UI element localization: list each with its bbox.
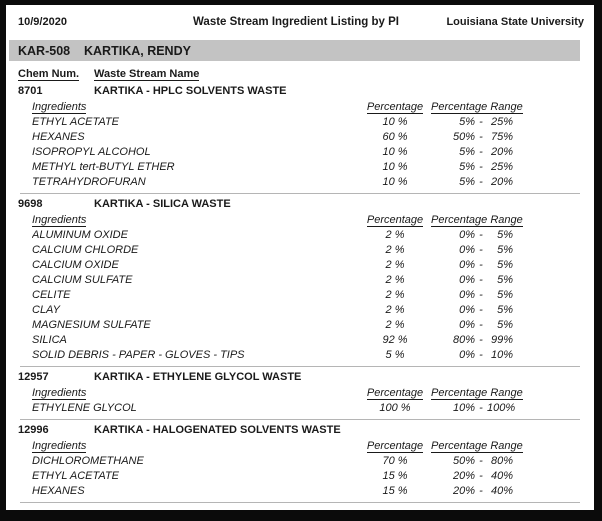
section-divider <box>20 193 580 194</box>
percentage-column <box>359 386 431 401</box>
range-dash: - <box>479 176 483 188</box>
report-sheet <box>6 5 594 510</box>
ingredient-row <box>6 348 594 363</box>
range-low: 5% <box>459 146 475 158</box>
waste-stream-section <box>6 198 594 367</box>
percentage-column <box>359 213 431 228</box>
range-high: 20% <box>490 146 513 158</box>
range-low: 0% <box>459 304 475 316</box>
range-high: 40% <box>490 470 513 482</box>
range-high: 40% <box>490 485 513 497</box>
report-header <box>6 5 594 31</box>
range-dash: - <box>479 319 483 331</box>
waste-stream-heading <box>6 371 594 386</box>
ingredient-row <box>6 484 594 499</box>
waste-stream-name: KARTIKA - ETHYLENE GLYCOL WASTE <box>94 371 302 383</box>
percentage-column <box>359 100 431 115</box>
ingredient-range <box>431 288 513 303</box>
range-high: 5% <box>497 244 513 256</box>
range-dash: - <box>479 259 483 271</box>
ingredient-name: SILICA <box>32 334 67 346</box>
ingredient-name: ETHYL ACETATE <box>32 116 120 128</box>
range-dash: - <box>479 485 483 497</box>
percentage-range-column-header: Percentage Range <box>431 214 523 226</box>
ingredient-percentage: 15 % <box>382 485 408 497</box>
ingredient-range <box>431 484 513 499</box>
range-dash: - <box>479 274 483 286</box>
ingredient-name: CLAY <box>32 304 60 316</box>
range-dash: - <box>479 402 483 414</box>
ingredient-range <box>431 333 513 348</box>
ingredient-name: SOLID DEBRIS - PAPER - GLOVES - TIPS <box>32 349 245 361</box>
ingredient-name: ETHYL ACETATE <box>32 470 120 482</box>
percentage-column <box>359 439 431 454</box>
ingredient-range <box>431 243 513 258</box>
ingredients-column <box>32 213 359 228</box>
range-high: 5% <box>497 289 513 301</box>
range-high: 100% <box>487 402 516 414</box>
table-column-headers <box>6 68 594 83</box>
range-high: 75% <box>490 131 513 143</box>
ingredient-percentage: 100 % <box>379 402 411 414</box>
ingredient-percentage: 2 % <box>385 244 405 256</box>
chem-num: 12957 <box>18 371 49 383</box>
range-dash: - <box>479 116 483 128</box>
range-dash: - <box>479 289 483 301</box>
pi-name: KARTIKA, RENDY <box>84 43 191 58</box>
percentage-range-column <box>431 386 523 401</box>
ingredient-percentage: 60 % <box>382 131 408 143</box>
ingredients-column-header: Ingredients <box>32 387 87 399</box>
ingredient-row <box>6 288 594 303</box>
ingredient-percentage: 92 % <box>382 334 408 346</box>
percentage-column-header: Percentage <box>366 214 424 226</box>
waste-stream-heading <box>6 424 594 439</box>
ingredient-percentage: 2 % <box>385 229 405 241</box>
range-low: 50% <box>452 131 475 143</box>
range-low: 0% <box>459 244 475 256</box>
ingredients-column <box>32 100 359 115</box>
waste-stream-name: KARTIKA - HALOGENATED SOLVENTS WASTE <box>94 424 341 436</box>
ingredient-row <box>6 145 594 160</box>
ingredient-row <box>6 175 594 190</box>
range-high: 5% <box>497 304 513 316</box>
range-dash: - <box>479 470 483 482</box>
waste-stream-name: KARTIKA - SILICA WASTE <box>94 198 231 210</box>
percentage-range-column-header: Percentage Range <box>431 101 523 113</box>
ingredient-range <box>431 348 513 363</box>
ingredient-percentage: 2 % <box>385 319 405 331</box>
ingredients-column-header: Ingredients <box>32 440 87 452</box>
ingredient-row <box>6 333 594 348</box>
chem-num-column <box>18 68 94 83</box>
ingredient-row <box>6 160 594 175</box>
ingredient-row <box>6 115 594 130</box>
ingredient-row <box>6 303 594 318</box>
chem-num-column-header: Chem Num. <box>18 68 80 80</box>
range-low: 5% <box>459 176 475 188</box>
ingredient-percentage: 10 % <box>382 116 408 128</box>
range-dash: - <box>479 131 483 143</box>
ingredient-name: ALUMINUM OXIDE <box>32 229 128 241</box>
percentage-column-header: Percentage <box>366 440 424 452</box>
ingredient-row <box>6 401 594 416</box>
ingredient-percentage: 2 % <box>385 289 405 301</box>
ingredient-row <box>6 318 594 333</box>
range-high: 99% <box>490 334 513 346</box>
percentage-range-column-header: Percentage Range <box>431 440 523 452</box>
percentage-column-header: Percentage <box>366 101 424 113</box>
ingredient-percentage: 2 % <box>385 259 405 271</box>
ingredient-percentage: 10 % <box>382 161 408 173</box>
range-low: 10% <box>452 402 475 414</box>
range-low: 5% <box>459 161 475 173</box>
ingredient-name: METHYL tert-BUTYL ETHER <box>32 161 175 173</box>
ingredient-name: MAGNESIUM SULFATE <box>32 319 151 331</box>
range-low: 80% <box>452 334 475 346</box>
ingredient-column-headers <box>6 213 594 228</box>
waste-stream-name: KARTIKA - HPLC SOLVENTS WASTE <box>94 85 287 97</box>
ingredient-row <box>6 258 594 273</box>
ingredient-rows <box>6 454 594 499</box>
ingredient-percentage: 70 % <box>382 455 408 467</box>
ingredient-range <box>431 115 513 130</box>
ingredient-range <box>431 454 513 469</box>
ingredient-range <box>431 228 513 243</box>
ingredient-percentage: 2 % <box>385 274 405 286</box>
waste-stream-heading <box>6 85 594 100</box>
waste-stream-section <box>6 424 594 503</box>
ingredient-row <box>6 130 594 145</box>
chem-num: 9698 <box>18 198 43 210</box>
ingredient-percentage: 10 % <box>382 146 408 158</box>
ingredient-row <box>6 469 594 484</box>
range-high: 5% <box>497 274 513 286</box>
ingredients-column-header: Ingredients <box>32 214 87 226</box>
range-low: 50% <box>452 455 475 467</box>
range-dash: - <box>479 334 483 346</box>
ingredient-range <box>431 469 513 484</box>
range-low: 0% <box>459 229 475 241</box>
range-dash: - <box>479 161 483 173</box>
ingredient-range <box>431 401 516 416</box>
ingredient-range <box>431 303 513 318</box>
range-high: 5% <box>497 259 513 271</box>
percentage-range-column-header: Percentage Range <box>431 387 523 399</box>
ingredients-column-header: Ingredients <box>32 101 87 113</box>
ingredient-name: ISOPROPYL ALCOHOL <box>32 146 151 158</box>
range-high: 25% <box>490 161 513 173</box>
ingredient-row <box>6 228 594 243</box>
ingredient-rows <box>6 228 594 363</box>
waste-stream-section <box>6 371 594 420</box>
ingredient-name: DICHLOROMETHANE <box>32 455 144 467</box>
ingredient-column-headers <box>6 439 594 454</box>
ingredient-name: HEXANES <box>32 485 85 497</box>
ingredient-range <box>431 175 513 190</box>
ingredient-percentage: 5 % <box>385 349 405 361</box>
range-low: 0% <box>459 274 475 286</box>
ingredient-range <box>431 273 513 288</box>
ingredient-name: CALCIUM OXIDE <box>32 259 119 271</box>
ingredient-name: CALCIUM SULFATE <box>32 274 133 286</box>
range-high: 5% <box>497 229 513 241</box>
range-low: 20% <box>452 485 475 497</box>
waste-stream-heading <box>6 198 594 213</box>
ingredient-range <box>431 145 513 160</box>
ingredient-rows <box>6 115 594 190</box>
pi-header-bar <box>9 40 580 61</box>
waste-stream-name-column-header: Waste Stream Name <box>94 68 200 80</box>
ingredients-column <box>32 386 359 401</box>
percentage-range-column <box>431 213 523 228</box>
ingredient-rows <box>6 401 594 416</box>
range-dash: - <box>479 229 483 241</box>
range-high: 5% <box>497 319 513 331</box>
range-high: 10% <box>490 349 513 361</box>
section-divider <box>20 502 580 503</box>
report-date: 10/9/2020 <box>18 16 67 28</box>
ingredient-row <box>6 454 594 469</box>
chem-num: 12996 <box>18 424 49 436</box>
ingredient-column-headers <box>6 386 594 401</box>
range-dash: - <box>479 304 483 316</box>
institution-name: Louisiana State University <box>446 16 584 28</box>
waste-stream-name-column <box>94 68 199 83</box>
ingredient-range <box>431 130 513 145</box>
ingredient-range <box>431 160 513 175</box>
range-high: 20% <box>490 176 513 188</box>
ingredient-percentage: 2 % <box>385 304 405 316</box>
range-dash: - <box>479 455 483 467</box>
ingredient-name: CALCIUM CHLORDE <box>32 244 139 256</box>
section-divider <box>20 366 580 367</box>
ingredients-column <box>32 439 359 454</box>
range-dash: - <box>479 349 483 361</box>
section-divider <box>20 419 580 420</box>
percentage-range-column <box>431 100 523 115</box>
report-title: Waste Stream Ingredient Listing by PI <box>193 16 399 28</box>
ingredient-name: CELITE <box>32 289 71 301</box>
ingredient-range <box>431 318 513 333</box>
range-high: 25% <box>490 116 513 128</box>
chem-num: 8701 <box>18 85 43 97</box>
range-low: 0% <box>459 259 475 271</box>
range-dash: - <box>479 244 483 256</box>
pi-code: KAR-508 <box>18 43 71 58</box>
range-low: 20% <box>452 470 475 482</box>
percentage-range-column <box>431 439 523 454</box>
ingredient-percentage: 15 % <box>382 470 408 482</box>
range-low: 0% <box>459 289 475 301</box>
ingredient-percentage: 10 % <box>382 176 408 188</box>
waste-stream-sections <box>6 85 594 503</box>
percentage-column-header: Percentage <box>366 387 424 399</box>
range-low: 0% <box>459 349 475 361</box>
range-low: 5% <box>459 116 475 128</box>
ingredient-range <box>431 258 513 273</box>
range-dash: - <box>479 146 483 158</box>
range-high: 80% <box>490 455 513 467</box>
ingredient-name: TETRAHYDROFURAN <box>32 176 146 188</box>
ingredient-name: ETHYLENE GLYCOL <box>32 402 137 414</box>
ingredient-name: HEXANES <box>32 131 85 143</box>
ingredient-row <box>6 273 594 288</box>
waste-stream-section <box>6 85 594 194</box>
ingredient-column-headers <box>6 100 594 115</box>
range-low: 0% <box>459 319 475 331</box>
ingredient-row <box>6 243 594 258</box>
